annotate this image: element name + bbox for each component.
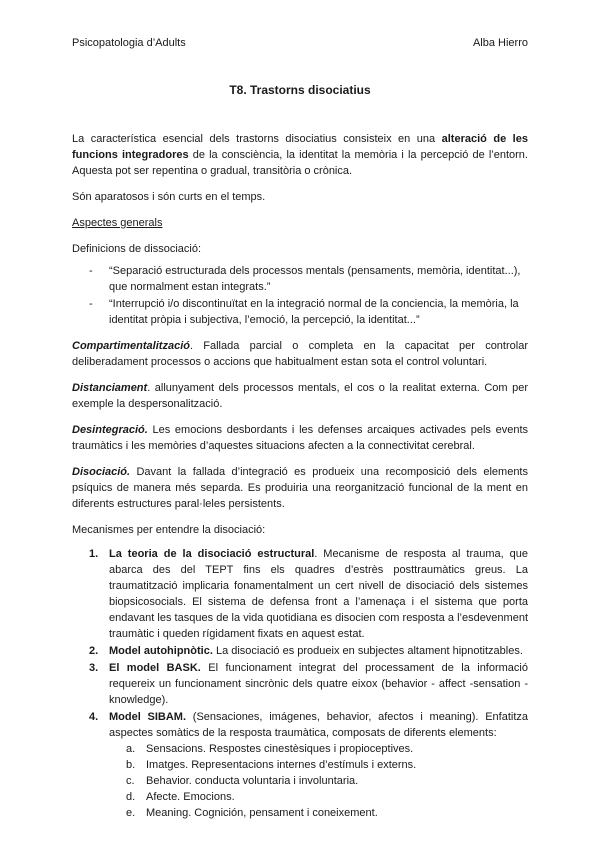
header-author: Alba Hierro [472, 37, 528, 49]
mechanisms-label: Mecanismes per entendre la disociació: [72, 524, 266, 536]
term-paragraph: Compartimentalització. Fallada parcial o completa en la capacitat per controlar deliberadament processos o accions que habitualment estan sota el control voluntari. [72, 340, 528, 368]
header-course: Psicopatologia d’Adults [72, 37, 186, 49]
mechanisms-list [72, 546, 528, 821]
term-paragraph: Disociació. Davant la fallada d’integració es produeix una recomposició dels elements psíquics de manera més separda. Es produiria una reorganització funcional de la ment en diferents estructures paral·leles persistents. [72, 466, 528, 510]
document-body [72, 131, 528, 822]
definitions-label: Definicions de dissociació: [72, 243, 202, 255]
list-item: d. Afecte. Emocions. [126, 791, 235, 803]
term-paragraph: Distanciament. allunyament dels processos mentals, el cos o la realitat externa. Com per exemple la despersonalització. [72, 382, 528, 410]
page-title: T8. Trastorns disociatius [229, 83, 371, 97]
term-paragraph: Desintegració. Les emocions desbordants i les defenses arcaiques activades pels events traumàtics i les memòries d’aquestes situacions afecten a la connectivitat cerebral. [72, 424, 528, 452]
list-item: b. Imatges. Representacions internes d’estímuls i externs. [126, 759, 417, 771]
list-item: c. Behavior. conducta voluntaria i involuntaria. [126, 775, 359, 787]
list-item: - “Interrupció i/o discontinuïtat en la integració normal de la conciencia, la memòria, la identitat pròpia i subjectiva, l’emoció, la percepció, la identitat...” [89, 298, 519, 326]
list-item: 4. Model SIBAM. (Sensaciones, imágenes, behavior, afectos i meaning). Enfatitza aspectes somàtics de la resposta traumàtica, composats de diferents elements: a. Sensacions. Respostes cinestèsiques i propioceptives. b. Imatges. Representacions internes d’estímuls i externs. c. Behavior. conducta voluntaria i involuntaria. d. Afecte. Emocions. e. Meaning. Cognición, pensament i coneixement. [89, 711, 528, 819]
intro-paragraph: La característica esencial dels trastorns disociatius consisteix en una alteració de les funcions integradores de la consciència, la identitat la memòria i la percepció de l’entorn. Aquesta pot ser repentina o gradual, transitòria o crònica. [72, 133, 528, 177]
list-item: - “Separació estructurada dels processos mentals (pensaments, memòria, identitat...), que normalment estan integrats.” [89, 265, 521, 293]
apparatus-paragraph: Són aparatosos i són curts en el temps. [72, 191, 266, 203]
list-item: a. Sensacions. Respostes cinestèsiques i propioceptives. [126, 743, 414, 755]
definitions-list [72, 263, 528, 328]
list-item: 1. La teoria de la disociació estructural. Mecanisme de resposta al trauma, que abarca des del TEPT fins els quadres d’estrès posttraumàtics greus. La traumatització implicaria fonamentalment un cert nivell de disociació dels sistemes biopsicosocials. El sistema de defensa front a l’amenaça i el sistema que porta endavant les tasques de la vida quotidiana es disocien com resposta a l’esdevenment traumàtic i queden rígidament fixats en aquest estat. [89, 548, 529, 640]
section-heading: Aspectes generals [72, 217, 163, 229]
list-item: e. Meaning. Cognición, pensament i coneixement. [126, 807, 378, 819]
list-item: 3. El model BASK. El funcionament integrat del processament de la informació requereix un funcionament sincrònic dels quatre eixox (behavior - affect -sensation - knowledge). [89, 662, 528, 706]
list-item: 2. Model autohipnòtic. La disociació es produeix en subjectes altament hipnotitzables. [89, 645, 523, 657]
intro-emphasis: alteració de les funcions integradores [72, 133, 528, 161]
sibam-sublist [109, 741, 528, 821]
